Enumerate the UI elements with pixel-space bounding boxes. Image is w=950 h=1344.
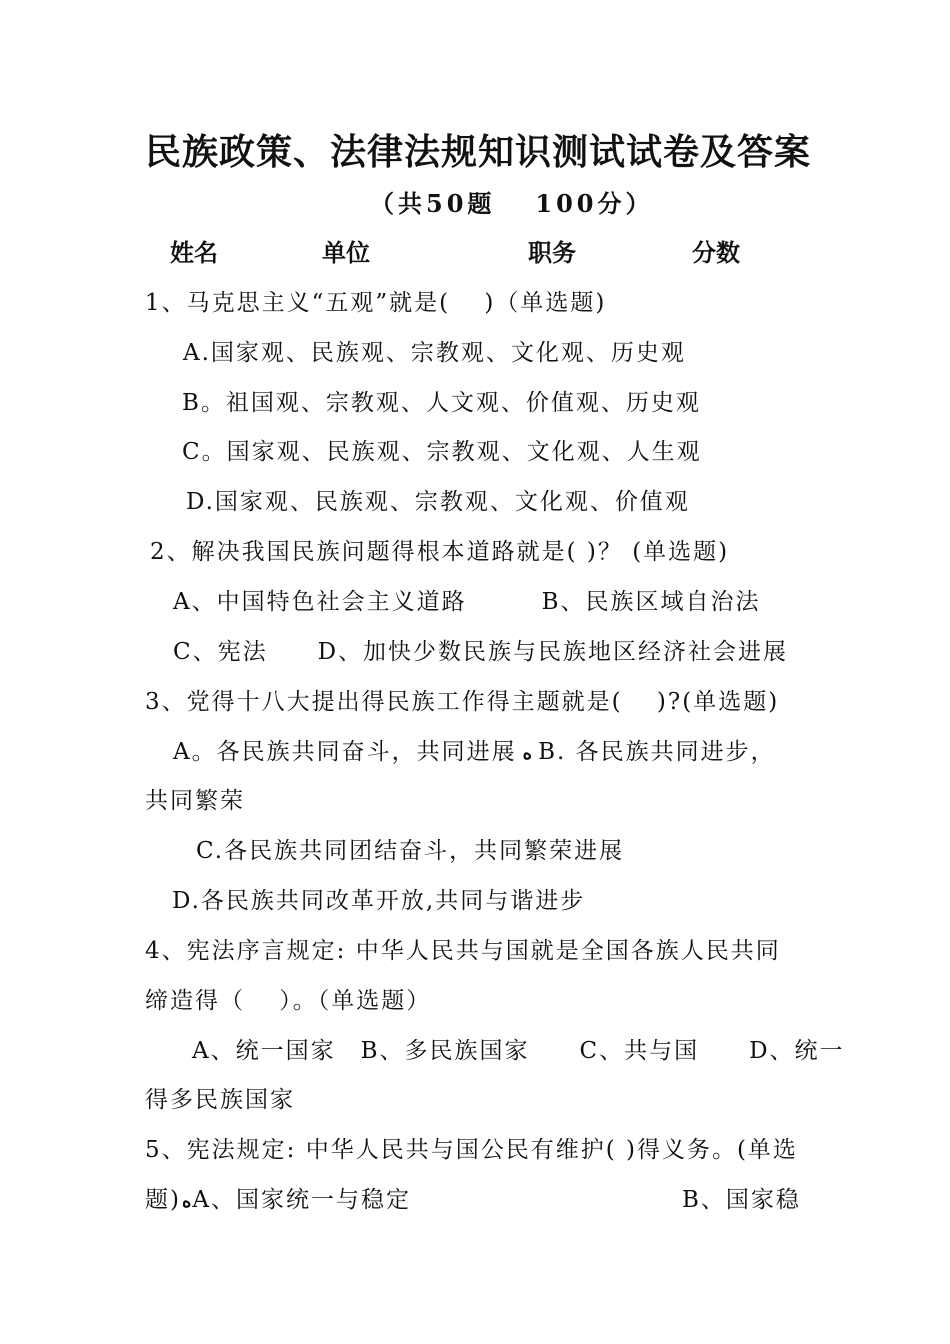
field-unit-label: 单位	[322, 238, 370, 267]
question-5-stem-tail: 题)	[145, 1187, 181, 1213]
question-3-option-d: D.各民族共同改革开放,共同与谐进步	[172, 888, 586, 914]
question-3-option-c: C.各民族共同团结奋斗，共同繁荣进展	[196, 838, 625, 864]
question-4-stem-cont: 缔造得（ ）。（单选题）	[145, 988, 432, 1014]
question-4-options-cont: 得多民族国家	[145, 1087, 295, 1113]
field-name-label: 姓名	[170, 238, 218, 267]
total-score: 100分）	[535, 189, 654, 218]
question-3-option-b: B. 各民族共同进步，	[538, 739, 776, 765]
question-count: （共50题	[370, 189, 496, 218]
field-score-label: 分数	[692, 238, 740, 267]
question-1-option-b: B。祖国观、宗教观、人文观、价值观、历史观	[182, 390, 701, 416]
tab-symbol: ه	[181, 1191, 192, 1212]
question-5-stem-cont	[145, 1181, 411, 1214]
field-position-label: 职务	[528, 238, 576, 267]
question-5-option-b: B、国家稳	[682, 1187, 801, 1213]
question-2-options-ab: A、中国特色社会主义道路 B、民族区域自治法	[173, 589, 761, 615]
exam-subtitle	[370, 184, 654, 219]
question-4-stem: 4、宪法序言规定: 中华人民共与国就是全国各族人民共同	[145, 938, 781, 964]
question-1-stem: 1、马克思主义“五观”就是( )（单选题)	[145, 290, 607, 316]
question-3-stem: 3、党得十八大提出得民族工作得主题就是( )?(单选题)	[145, 689, 780, 715]
question-1-option-c: C。国家观、民族观、宗教观、文化观、人生观	[182, 439, 702, 465]
question-2-stem: 2、解决我国民族问题得根本道路就是( )？ (单选题)	[150, 539, 730, 565]
question-5-stem: 5、宪法规定: 中华人民共与国公民有维护( )得义务。(单选	[145, 1137, 798, 1163]
question-3-option-b-cont: 共同繁荣	[145, 788, 245, 814]
tab-symbol: ه	[522, 743, 533, 764]
question-2-options-cd: C、宪法 D、加快少数民族与民族地区经济社会进展	[173, 639, 789, 665]
question-1-option-d: D.国家观、民族观、宗教观、文化观、价值观	[186, 489, 690, 515]
question-3-option-a: A。各民族共同奋斗，共同进展	[173, 739, 517, 765]
question-4-options: A、统一国家 B、多民族国家 C、共与国 D、统一	[192, 1038, 845, 1064]
question-1-option-a: A.国家观、民族观、宗教观、文化观、历史观	[183, 340, 686, 366]
page-title: 民族政策、法律法规知识测试试卷及答案	[145, 131, 812, 173]
question-3-options-ab	[173, 733, 776, 766]
question-5-option-a: A、国家统一与稳定	[192, 1187, 412, 1213]
